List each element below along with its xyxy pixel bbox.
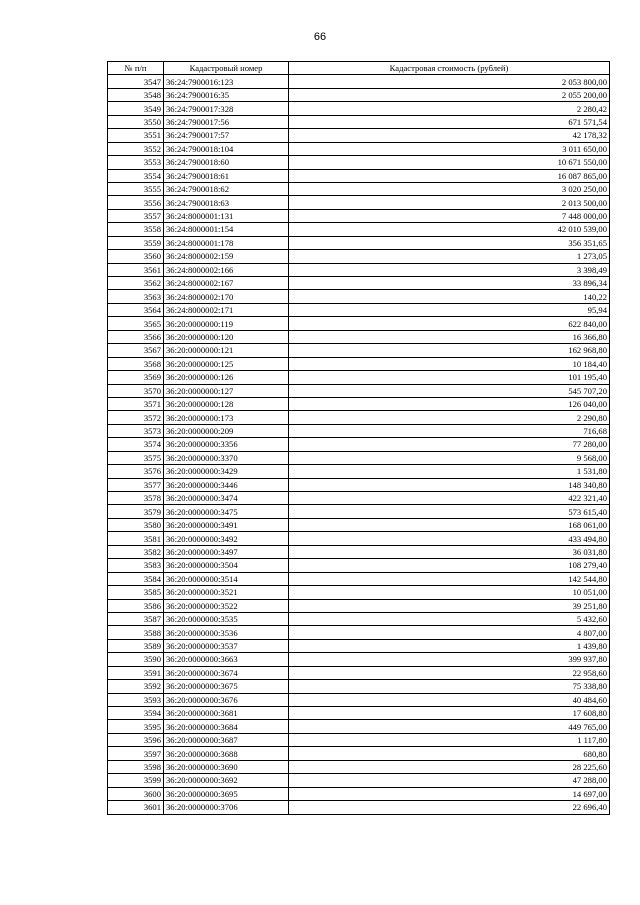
cadastral-number-cell: 36:24:7900018:62 <box>164 182 289 195</box>
table-row <box>108 303 610 316</box>
cadastral-number-cell: 36:20:0000000:3681 <box>164 707 289 720</box>
cadastral-number-cell: 36:20:0000000:3695 <box>164 787 289 800</box>
cadastral-value-cell: 573 615,40 <box>289 505 610 518</box>
cadastral-value-cell: 10 671 550,00 <box>289 156 610 169</box>
table-row <box>108 371 610 384</box>
cadastral-number-cell: 36:24:7900018:61 <box>164 169 289 182</box>
table-row <box>108 693 610 706</box>
table-row <box>108 492 610 505</box>
cadastral-number-cell: 36:24:8000001:178 <box>164 236 289 249</box>
cadastral-number-cell: 36:24:7900017:328 <box>164 102 289 115</box>
row-number-cell: 3568 <box>108 357 164 370</box>
cadastral-number-cell: 36:20:0000000:126 <box>164 371 289 384</box>
table-row <box>108 639 610 652</box>
cadastral-value-cell: 28 225,60 <box>289 760 610 773</box>
row-number-cell: 3557 <box>108 209 164 222</box>
cadastral-number-cell: 36:24:8000002:167 <box>164 277 289 290</box>
table-row <box>108 263 610 276</box>
cadastral-number-cell: 36:20:0000000:3446 <box>164 478 289 491</box>
table-row <box>108 169 610 182</box>
cadastral-value-cell: 680,80 <box>289 747 610 760</box>
cadastral-value-cell: 33 896,34 <box>289 277 610 290</box>
table-row <box>108 733 610 746</box>
cadastral-number-cell: 36:24:7900017:56 <box>164 115 289 128</box>
table-row <box>108 653 610 666</box>
cadastral-number-cell: 36:20:0000000:3491 <box>164 518 289 531</box>
row-number-cell: 3594 <box>108 707 164 720</box>
table-row <box>108 75 610 88</box>
row-number-cell: 3548 <box>108 88 164 101</box>
cadastral-number-cell: 36:20:0000000:3687 <box>164 733 289 746</box>
cadastral-number-cell: 36:20:0000000:3429 <box>164 465 289 478</box>
cadastral-value-cell: 22 958,60 <box>289 666 610 679</box>
row-number-cell: 3589 <box>108 639 164 652</box>
table-row <box>108 384 610 397</box>
header-row-number: № п/п <box>108 62 164 75</box>
cadastral-value-cell: 101 195,40 <box>289 371 610 384</box>
cadastral-value-cell: 716,68 <box>289 424 610 437</box>
row-number-cell: 3583 <box>108 559 164 572</box>
row-number-cell: 3559 <box>108 236 164 249</box>
row-number-cell: 3571 <box>108 397 164 410</box>
cadastral-value-cell: 36 031,80 <box>289 545 610 558</box>
cadastral-number-cell: 36:24:7900016:35 <box>164 88 289 101</box>
cadastral-number-cell: 36:20:0000000:3521 <box>164 586 289 599</box>
cadastral-number-cell: 36:20:0000000:3536 <box>164 626 289 639</box>
row-number-cell: 3597 <box>108 747 164 760</box>
row-number-cell: 3549 <box>108 102 164 115</box>
cadastral-number-cell: 36:20:0000000:3674 <box>164 666 289 679</box>
table-row <box>108 801 610 814</box>
table-row <box>108 196 610 209</box>
cadastral-number-cell: 36:20:0000000:3684 <box>164 720 289 733</box>
cadastral-number-cell: 36:20:0000000:3535 <box>164 612 289 625</box>
cadastral-value-cell: 22 696,40 <box>289 801 610 814</box>
row-number-cell: 3588 <box>108 626 164 639</box>
cadastral-number-cell: 36:20:0000000:3475 <box>164 505 289 518</box>
cadastral-value-cell: 14 697,00 <box>289 787 610 800</box>
row-number-cell: 3581 <box>108 532 164 545</box>
row-number-cell: 3550 <box>108 115 164 128</box>
cadastral-number-cell: 36:20:0000000:3492 <box>164 532 289 545</box>
cadastral-number-cell: 36:20:0000000:3537 <box>164 639 289 652</box>
row-number-cell: 3564 <box>108 303 164 316</box>
cadastral-value-cell: 9 568,00 <box>289 451 610 464</box>
table-header-row <box>108 62 610 75</box>
cadastral-value-cell: 108 279,40 <box>289 559 610 572</box>
table-row <box>108 438 610 451</box>
cadastral-value-cell: 40 484,60 <box>289 693 610 706</box>
cadastral-value-cell: 10 051,00 <box>289 586 610 599</box>
cadastral-value-cell: 2 013 500,00 <box>289 196 610 209</box>
row-number-cell: 3547 <box>108 75 164 88</box>
row-number-cell: 3560 <box>108 250 164 263</box>
cadastral-number-cell: 36:24:8000001:131 <box>164 209 289 222</box>
cadastral-number-cell: 36:20:0000000:119 <box>164 317 289 330</box>
table-row <box>108 277 610 290</box>
row-number-cell: 3577 <box>108 478 164 491</box>
row-number-cell: 3555 <box>108 182 164 195</box>
table-row <box>108 666 610 679</box>
table-row <box>108 572 610 585</box>
cadastral-value-cell: 75 338,80 <box>289 680 610 693</box>
cadastral-value-cell: 39 251,80 <box>289 599 610 612</box>
row-number-cell: 3580 <box>108 518 164 531</box>
row-number-cell: 3595 <box>108 720 164 733</box>
cadastral-value-cell: 168 061,00 <box>289 518 610 531</box>
row-number-cell: 3572 <box>108 411 164 424</box>
cadastral-number-cell: 36:24:7900016:123 <box>164 75 289 88</box>
cadastral-number-cell: 36:20:0000000:3522 <box>164 599 289 612</box>
row-number-cell: 3585 <box>108 586 164 599</box>
cadastral-value-cell: 16 087 865,00 <box>289 169 610 182</box>
row-number-cell: 3566 <box>108 330 164 343</box>
row-number-cell: 3573 <box>108 424 164 437</box>
cadastral-value-cell: 622 840,00 <box>289 317 610 330</box>
row-number-cell: 3596 <box>108 733 164 746</box>
row-number-cell: 3601 <box>108 801 164 814</box>
row-number-cell: 3591 <box>108 666 164 679</box>
table-row <box>108 330 610 343</box>
cadastral-value-cell: 2 280,42 <box>289 102 610 115</box>
table-row <box>108 209 610 222</box>
cadastral-value-cell: 4 807,00 <box>289 626 610 639</box>
cadastral-number-cell: 36:24:7900018:104 <box>164 142 289 155</box>
table-row <box>108 344 610 357</box>
cadastral-value-cell: 42 010 539,00 <box>289 223 610 236</box>
cadastral-value-cell: 1 439,80 <box>289 639 610 652</box>
table-row <box>108 612 610 625</box>
table-row <box>108 707 610 720</box>
cadastral-number-cell: 36:20:0000000:3676 <box>164 693 289 706</box>
row-number-cell: 3584 <box>108 572 164 585</box>
cadastral-number-cell: 36:20:0000000:3504 <box>164 559 289 572</box>
table-row <box>108 182 610 195</box>
row-number-cell: 3569 <box>108 371 164 384</box>
row-number-cell: 3570 <box>108 384 164 397</box>
row-number-cell: 3587 <box>108 612 164 625</box>
cadastral-value-cell: 95,94 <box>289 303 610 316</box>
cadastral-number-cell: 36:24:8000002:170 <box>164 290 289 303</box>
table-row <box>108 586 610 599</box>
row-number-cell: 3561 <box>108 263 164 276</box>
cadastral-number-cell: 36:20:0000000:3692 <box>164 774 289 787</box>
cadastral-value-cell: 148 340,80 <box>289 478 610 491</box>
cadastral-number-cell: 36:20:0000000:120 <box>164 330 289 343</box>
table-row <box>108 397 610 410</box>
table-row <box>108 236 610 249</box>
cadastral-value-cell: 2 053 800,00 <box>289 75 610 88</box>
table-row <box>108 680 610 693</box>
cadastral-value-cell: 77 280,00 <box>289 438 610 451</box>
cadastral-value-cell: 3 398,49 <box>289 263 610 276</box>
table-body <box>108 75 610 814</box>
cadastral-number-cell: 36:24:7900017:57 <box>164 129 289 142</box>
row-number-cell: 3574 <box>108 438 164 451</box>
table-row <box>108 142 610 155</box>
cadastral-number-cell: 36:20:0000000:3690 <box>164 760 289 773</box>
row-number-cell: 3600 <box>108 787 164 800</box>
table-row <box>108 760 610 773</box>
cadastral-value-cell: 671 571,54 <box>289 115 610 128</box>
cadastral-number-cell: 36:24:7900018:63 <box>164 196 289 209</box>
row-number-cell: 3575 <box>108 451 164 464</box>
cadastral-number-cell: 36:20:0000000:128 <box>164 397 289 410</box>
cadastral-value-cell: 47 288,00 <box>289 774 610 787</box>
row-number-cell: 3551 <box>108 129 164 142</box>
table-row <box>108 465 610 478</box>
table-row <box>108 115 610 128</box>
cadastral-value-cell: 1 531,80 <box>289 465 610 478</box>
row-number-cell: 3553 <box>108 156 164 169</box>
cadastral-value-cell: 42 178,32 <box>289 129 610 142</box>
table-row <box>108 357 610 370</box>
table-row <box>108 626 610 639</box>
cadastral-value-cell: 126 040,00 <box>289 397 610 410</box>
table-row <box>108 545 610 558</box>
table-row <box>108 290 610 303</box>
cadastral-number-cell: 36:20:0000000:3675 <box>164 680 289 693</box>
cadastral-value-cell: 356 351,65 <box>289 236 610 249</box>
cadastral-number-cell: 36:20:0000000:3706 <box>164 801 289 814</box>
cadastral-number-cell: 36:20:0000000:3514 <box>164 572 289 585</box>
table-row <box>108 156 610 169</box>
row-number-cell: 3599 <box>108 774 164 787</box>
cadastral-number-cell: 36:20:0000000:127 <box>164 384 289 397</box>
cadastral-value-cell: 5 432,60 <box>289 612 610 625</box>
cadastral-value-cell: 2 055 200,00 <box>289 88 610 101</box>
table-row <box>108 250 610 263</box>
row-number-cell: 3558 <box>108 223 164 236</box>
cadastral-number-cell: 36:24:8000002:166 <box>164 263 289 276</box>
table-row <box>108 787 610 800</box>
table-row <box>108 102 610 115</box>
cadastral-number-cell: 36:24:8000002:159 <box>164 250 289 263</box>
cadastral-value-cell: 2 290,80 <box>289 411 610 424</box>
cadastral-value-cell: 3 020 250,00 <box>289 182 610 195</box>
page-number: 66 <box>313 31 327 43</box>
table-row <box>108 774 610 787</box>
table-row <box>108 478 610 491</box>
table-row <box>108 720 610 733</box>
cadastral-value-cell: 449 765,00 <box>289 720 610 733</box>
cadastral-number-cell: 36:20:0000000:3474 <box>164 492 289 505</box>
cadastral-number-cell: 36:20:0000000:3370 <box>164 451 289 464</box>
cadastral-value-cell: 142 544,80 <box>289 572 610 585</box>
row-number-cell: 3578 <box>108 492 164 505</box>
table-row <box>108 518 610 531</box>
cadastral-number-cell: 36:20:0000000:3356 <box>164 438 289 451</box>
table-row <box>108 424 610 437</box>
table-row <box>108 559 610 572</box>
row-number-cell: 3590 <box>108 653 164 666</box>
row-number-cell: 3592 <box>108 680 164 693</box>
row-number-cell: 3562 <box>108 277 164 290</box>
row-number-cell: 3554 <box>108 169 164 182</box>
table-row <box>108 505 610 518</box>
cadastral-value-cell: 7 448 000,00 <box>289 209 610 222</box>
cadastral-value-cell: 3 011 650,00 <box>289 142 610 155</box>
row-number-cell: 3586 <box>108 599 164 612</box>
cadastral-number-cell: 36:20:0000000:209 <box>164 424 289 437</box>
table-row <box>108 599 610 612</box>
cadastral-value-cell: 1 273,05 <box>289 250 610 263</box>
row-number-cell: 3563 <box>108 290 164 303</box>
cadastral-value-cell: 422 321,40 <box>289 492 610 505</box>
row-number-cell: 3579 <box>108 505 164 518</box>
row-number-cell: 3567 <box>108 344 164 357</box>
cadastral-value-cell: 545 707,20 <box>289 384 610 397</box>
cadastral-value-cell: 162 968,80 <box>289 344 610 357</box>
cadastral-number-cell: 36:20:0000000:3497 <box>164 545 289 558</box>
cadastral-number-cell: 36:24:7900018:60 <box>164 156 289 169</box>
row-number-cell: 3582 <box>108 545 164 558</box>
cadastral-number-cell: 36:24:8000001:154 <box>164 223 289 236</box>
cadastral-number-cell: 36:20:0000000:3663 <box>164 653 289 666</box>
cadastral-number-cell: 36:20:0000000:125 <box>164 357 289 370</box>
row-number-cell: 3565 <box>108 317 164 330</box>
header-cadastral-value: Кадастровая стоимость (рублей) <box>289 62 610 75</box>
cadastral-value-table <box>107 61 610 815</box>
cadastral-value-cell: 140,22 <box>289 290 610 303</box>
row-number-cell: 3598 <box>108 760 164 773</box>
table-row <box>108 88 610 101</box>
row-number-cell: 3576 <box>108 465 164 478</box>
table-row <box>108 129 610 142</box>
cadastral-number-cell: 36:24:8000002:171 <box>164 303 289 316</box>
cadastral-value-cell: 1 117,80 <box>289 733 610 746</box>
cadastral-value-cell: 16 366,80 <box>289 330 610 343</box>
cadastral-value-cell: 399 937,80 <box>289 653 610 666</box>
row-number-cell: 3552 <box>108 142 164 155</box>
table-row <box>108 451 610 464</box>
table-row <box>108 411 610 424</box>
cadastral-value-cell: 17 608,80 <box>289 707 610 720</box>
cadastral-number-cell: 36:20:0000000:173 <box>164 411 289 424</box>
cadastral-number-cell: 36:20:0000000:121 <box>164 344 289 357</box>
cadastral-number-cell: 36:20:0000000:3688 <box>164 747 289 760</box>
table-row <box>108 532 610 545</box>
table-row <box>108 223 610 236</box>
cadastral-value-cell: 10 184,40 <box>289 357 610 370</box>
table-row <box>108 317 610 330</box>
cadastral-value-cell: 433 494,80 <box>289 532 610 545</box>
row-number-cell: 3593 <box>108 693 164 706</box>
header-cadastral-number: Кадастровый номер <box>164 62 289 75</box>
row-number-cell: 3556 <box>108 196 164 209</box>
table-row <box>108 747 610 760</box>
